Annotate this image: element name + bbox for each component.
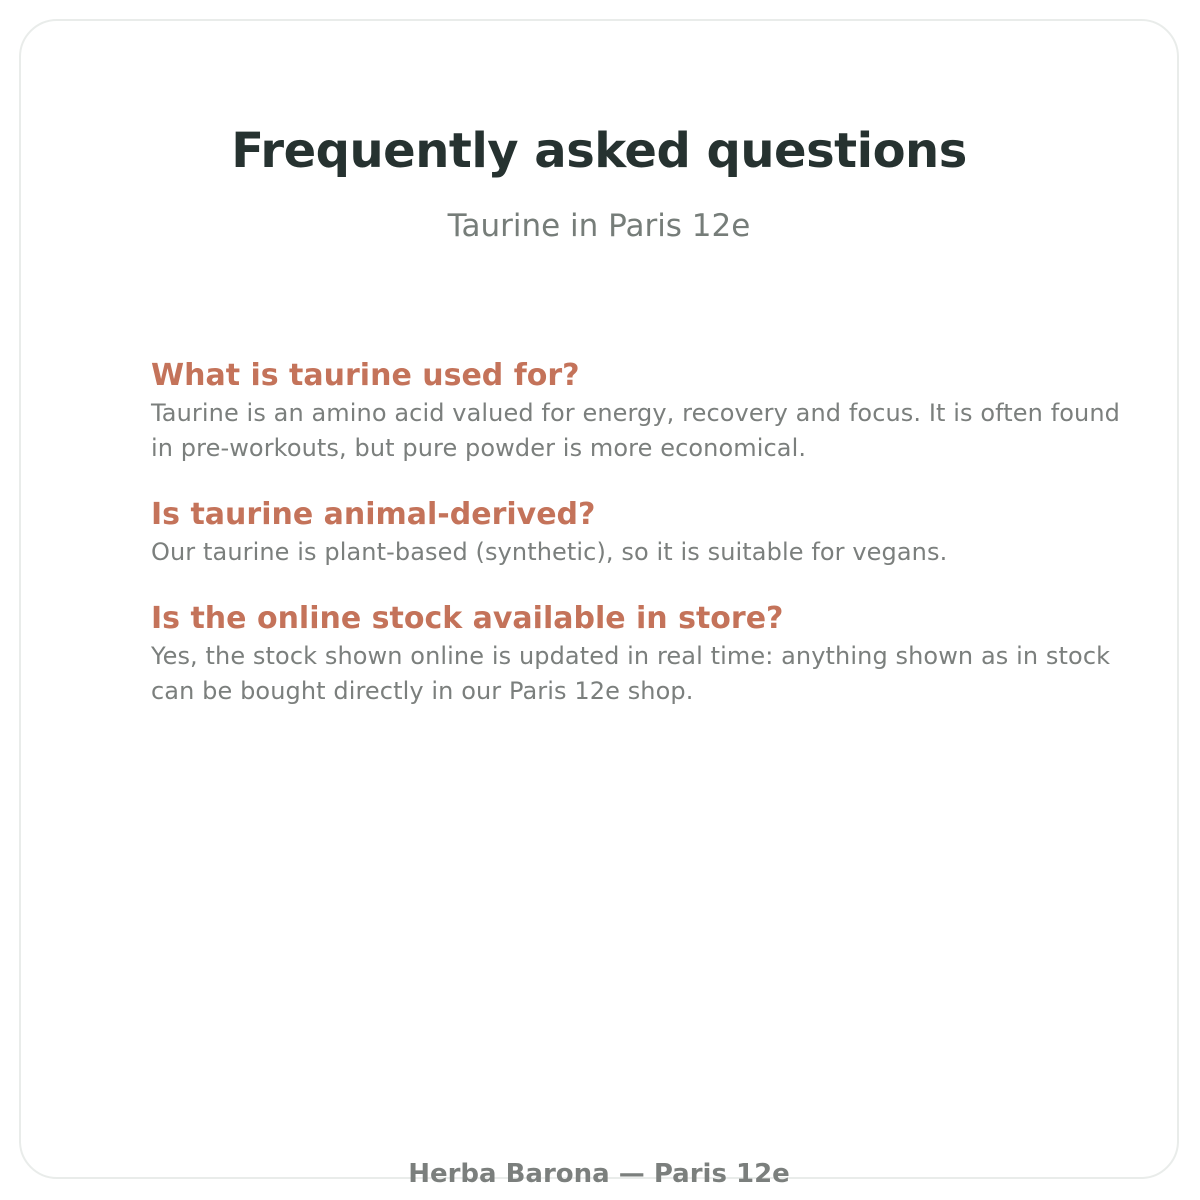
page-title: Frequently asked questions xyxy=(231,123,967,179)
faq-card xyxy=(19,19,1179,1189)
faq-item xyxy=(151,495,1141,570)
faq-question: Is taurine animal-derived? xyxy=(151,497,596,532)
faq-answer: Taurine is an amino acid valued for energy, recovery and focus. It is often found in pre-workouts, but pure powder is more economical. xyxy=(151,399,1121,462)
faq-question: What is taurine used for? xyxy=(151,358,580,393)
footer-brand: Herba Barona — Paris 12e xyxy=(408,1159,790,1189)
faq-answer: Yes, the stock shown online is updated in real time: anything shown as in stock can be bought directly in our Paris 12e shop. xyxy=(151,642,1111,705)
page-subtitle: Taurine in Paris 12e xyxy=(447,208,751,244)
faq-item xyxy=(151,356,1141,466)
faq-item xyxy=(151,599,1141,709)
faq-answer: Our taurine is plant-based (synthetic), so it is suitable for vegans. xyxy=(151,538,948,566)
faq-question: Is the online stock available in store? xyxy=(151,601,784,636)
